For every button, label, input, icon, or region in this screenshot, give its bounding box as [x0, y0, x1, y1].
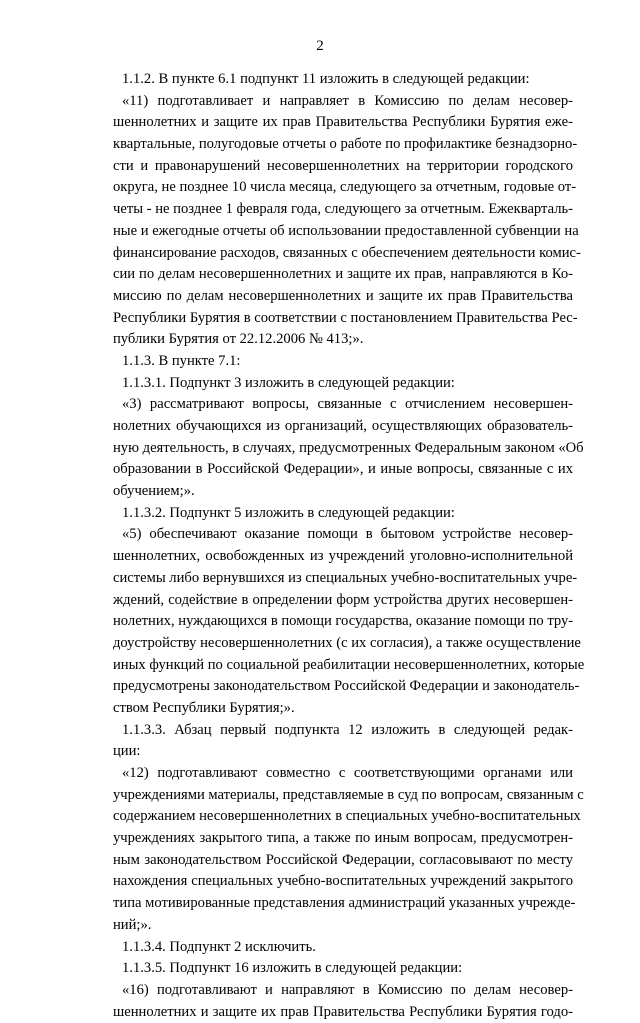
- text-line: нахождения специальных учебно-воспитательных учреждений закрытого: [113, 873, 573, 890]
- text-line: ции:: [113, 743, 141, 760]
- text-line: нолетних, нуждающихся в помощи государства, оказание помощи по тру-: [113, 613, 574, 630]
- text-line: ные и ежегодные отчеты об использовании предоставленной субвенции на: [113, 222, 579, 239]
- text-line: обучением;».: [113, 483, 195, 500]
- text-line: 1.1.3.2. Подпункт 5 изложить в следующей редакции:: [122, 504, 455, 521]
- text-line: 1.1.3.3. Абзац первый подпункта 12 изложить в следующей редак-: [122, 721, 573, 738]
- text-line: «11) подготавливает и направляет в Комиссию по делам несовер-: [122, 92, 573, 109]
- text-line: 1.1.3.1. Подпункт 3 изложить в следующей редакции:: [122, 374, 455, 391]
- text-line: 1.1.3.5. Подпункт 16 изложить в следующей редакции:: [122, 960, 463, 977]
- text-line: «3) рассматривают вопросы, связанные с отчислением несовершен-: [122, 396, 573, 413]
- text-line: сти и правонарушений несовершеннолетних на территории городского: [113, 157, 573, 174]
- text-line: 1.1.2. В пункте 6.1 подпункт 11 изложить в следующей редакции:: [122, 71, 530, 87]
- text-line: четы - не позднее 1 февраля года, следующего за отчетным. Ежекварталь-: [113, 201, 573, 218]
- text-line: сии по делам несовершеннолетних и защите их прав, направляются в Ко-: [113, 266, 573, 283]
- text-line: 1.1.3.4. Подпункт 2 исключить.: [122, 938, 316, 955]
- text-line: «16) подготавливают и направляют в Комиссию по делам несовер-: [122, 981, 573, 998]
- text-line: предусмотрены законодательством Российской Федерации и законодатель-: [113, 678, 580, 695]
- text-line: публики Бурятия от 22.12.2006 № 413;».: [113, 331, 364, 348]
- text-line: шеннолетних, освобожденных из учреждений уголовно-исполнительной: [113, 548, 573, 565]
- text-line: миссию по делам несовершеннолетних и защите их прав Правительства: [113, 287, 573, 304]
- text-line: содержанием несовершеннолетних в специальных учебно-воспитательных: [113, 808, 581, 825]
- text-line: образовании в Российской Федерации», и иные вопросы, связанные с их: [113, 461, 573, 478]
- text-line: системы либо вернувшихся из специальных учебно-воспитательных учре-: [113, 569, 578, 586]
- text-line: типа мотивированные представления администраций указанных учрежде-: [113, 895, 576, 912]
- text-line: «12) подготавливают совместно с соответствующими органами или: [122, 765, 573, 781]
- document-body: [113, 69, 585, 1023]
- text-line: шеннолетних и защите их прав Правительства Республики Бурятия годо-: [113, 1003, 573, 1020]
- text-line: ную деятельность, в случаях, предусмотренных Федеральным законом «Об: [113, 439, 584, 456]
- text-line: Республики Бурятия в соответствии с постановлением Правительства Рес-: [113, 309, 578, 326]
- text-line: квартальные, полугодовые отчеты о работе по профилактике безнадзорно-: [113, 136, 578, 153]
- text-line: 1.1.3. В пункте 7.1:: [122, 352, 241, 369]
- text-line: ным законодательством Российской Федерации, согласовывают по месту: [113, 851, 573, 868]
- text-line: ством Республики Бурятия;».: [113, 699, 295, 716]
- text-line: шеннолетних и защите их прав Правительства Республики Бурятия ежe-: [113, 114, 573, 131]
- text-line: округа, не позднее 10 числа месяца, следующего за отчетным, годовые от-: [113, 179, 577, 196]
- text-line: учреждениями материалы, представляемые в суд по вопросам, связанным с: [113, 786, 584, 803]
- text-line: «5) обеспечивают оказание помощи в бытовом устройстве несовер-: [122, 526, 573, 543]
- text-line: ний;».: [113, 916, 152, 933]
- text-line: нолетних обучающихся из организаций, осуществляющих образователь-: [113, 418, 573, 434]
- text-line: учреждениях закрытого типа, а также по иным вопросам, предусмотрен-: [113, 830, 573, 847]
- text-line: ждений, содействие в определении форм устройства других несовершен-: [113, 591, 573, 608]
- page-number: 2: [316, 38, 324, 54]
- text-line: финансирование расходов, связанных с обеспечением деятельности комис-: [113, 244, 581, 261]
- text-line: доустройству несовершеннолетних (с их согласия), а также осуществление: [113, 634, 581, 651]
- text-line: иных функций по социальной реабилитации несовершеннолетних, которые: [113, 656, 585, 673]
